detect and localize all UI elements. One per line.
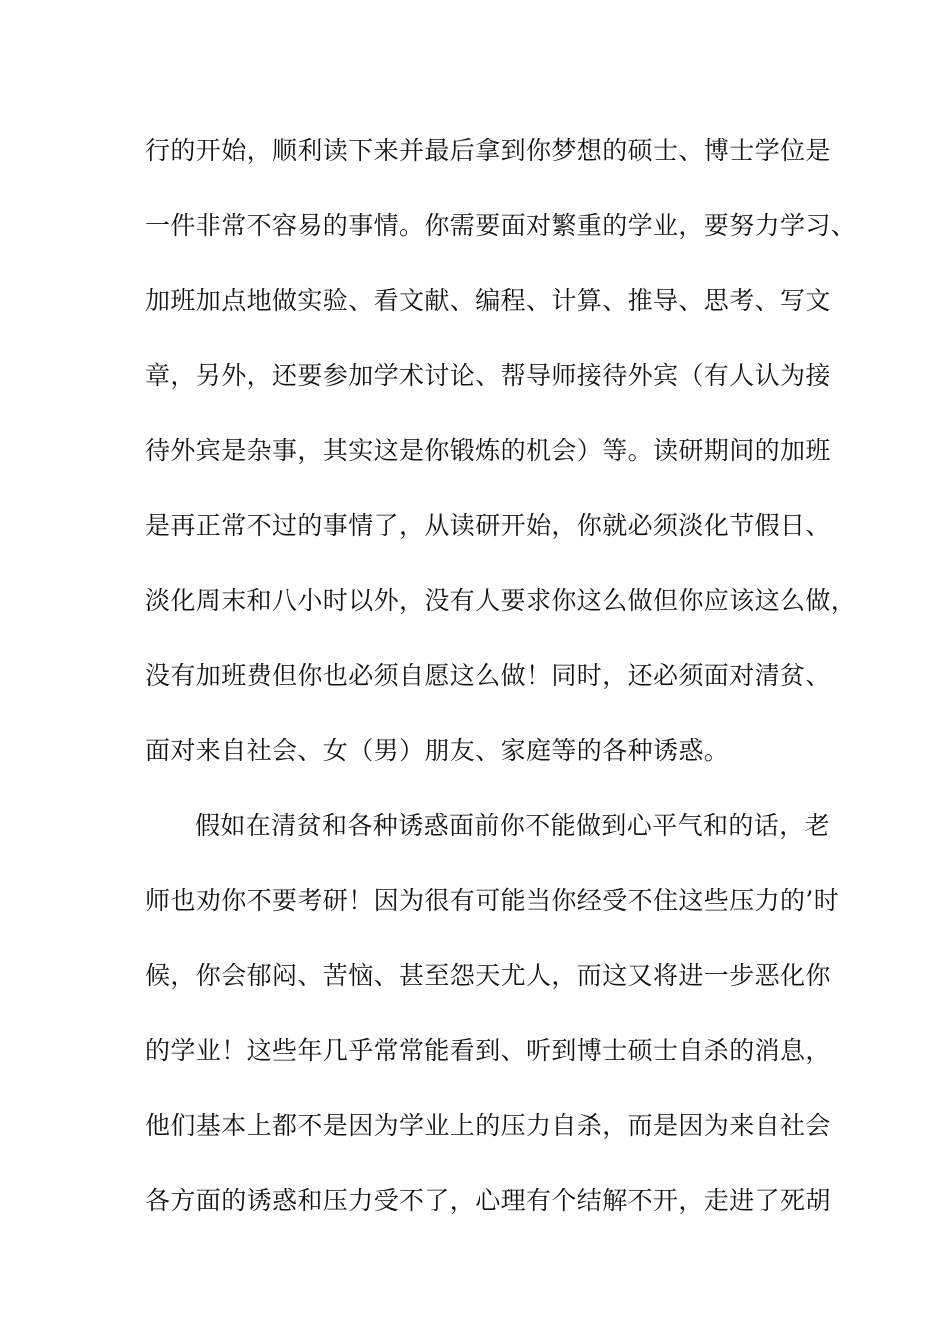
text-line: 面对来自社会、女（男）朋友、家庭等的各种诱惑。 [145, 736, 730, 765]
text-line: 是再正常不过的事情了，从读研开始，你就必须淡化节假日、 [145, 511, 831, 540]
text-line: 淡化周末和八小时以外，没有人要求你这么做但你应该这么做， [145, 586, 857, 615]
text-line: 章，另外，还要参加学术讨论、帮导师接待外宾（有人认为接 [145, 361, 831, 390]
text-line: 没有加班费但你也必须自愿这么做！同时，还必须面对清贫、 [145, 661, 831, 690]
text-line: 师也劝你不要考研！因为很有可能当你经受不住这些压力的’时 [145, 886, 840, 915]
text-line: 各方面的诱惑和压力受不了，心理有个结解不开，走进了死胡 [145, 1186, 831, 1215]
text-line: 的学业！这些年几乎常常能看到、听到博士硕士自杀的消息， [145, 1036, 831, 1065]
text-line: 待外宾是杂事，其实这是你锻炼的机会）等。读研期间的加班 [145, 436, 831, 465]
paragraph-start-line: 假如在清贫和各种诱惑面前你不能做到心平气和的话，老 [195, 811, 831, 840]
text-line: 候，你会郁闷、苦恼、甚至怨天尤人，而这又将进一步恶化你 [145, 961, 831, 990]
text-line: 行的开始，顺利读下来并最后拿到你梦想的硕士、博士学位是 [145, 136, 831, 165]
text-line: 他们基本上都不是因为学业上的压力自杀，而是因为来自社会 [145, 1111, 831, 1140]
text-line: 一件非常不容易的事情。你需要面对繁重的学业，要努力学习、 [145, 211, 857, 240]
text-line: 加班加点地做实验、看文献、编程、计算、推导、思考、写文 [145, 286, 831, 315]
